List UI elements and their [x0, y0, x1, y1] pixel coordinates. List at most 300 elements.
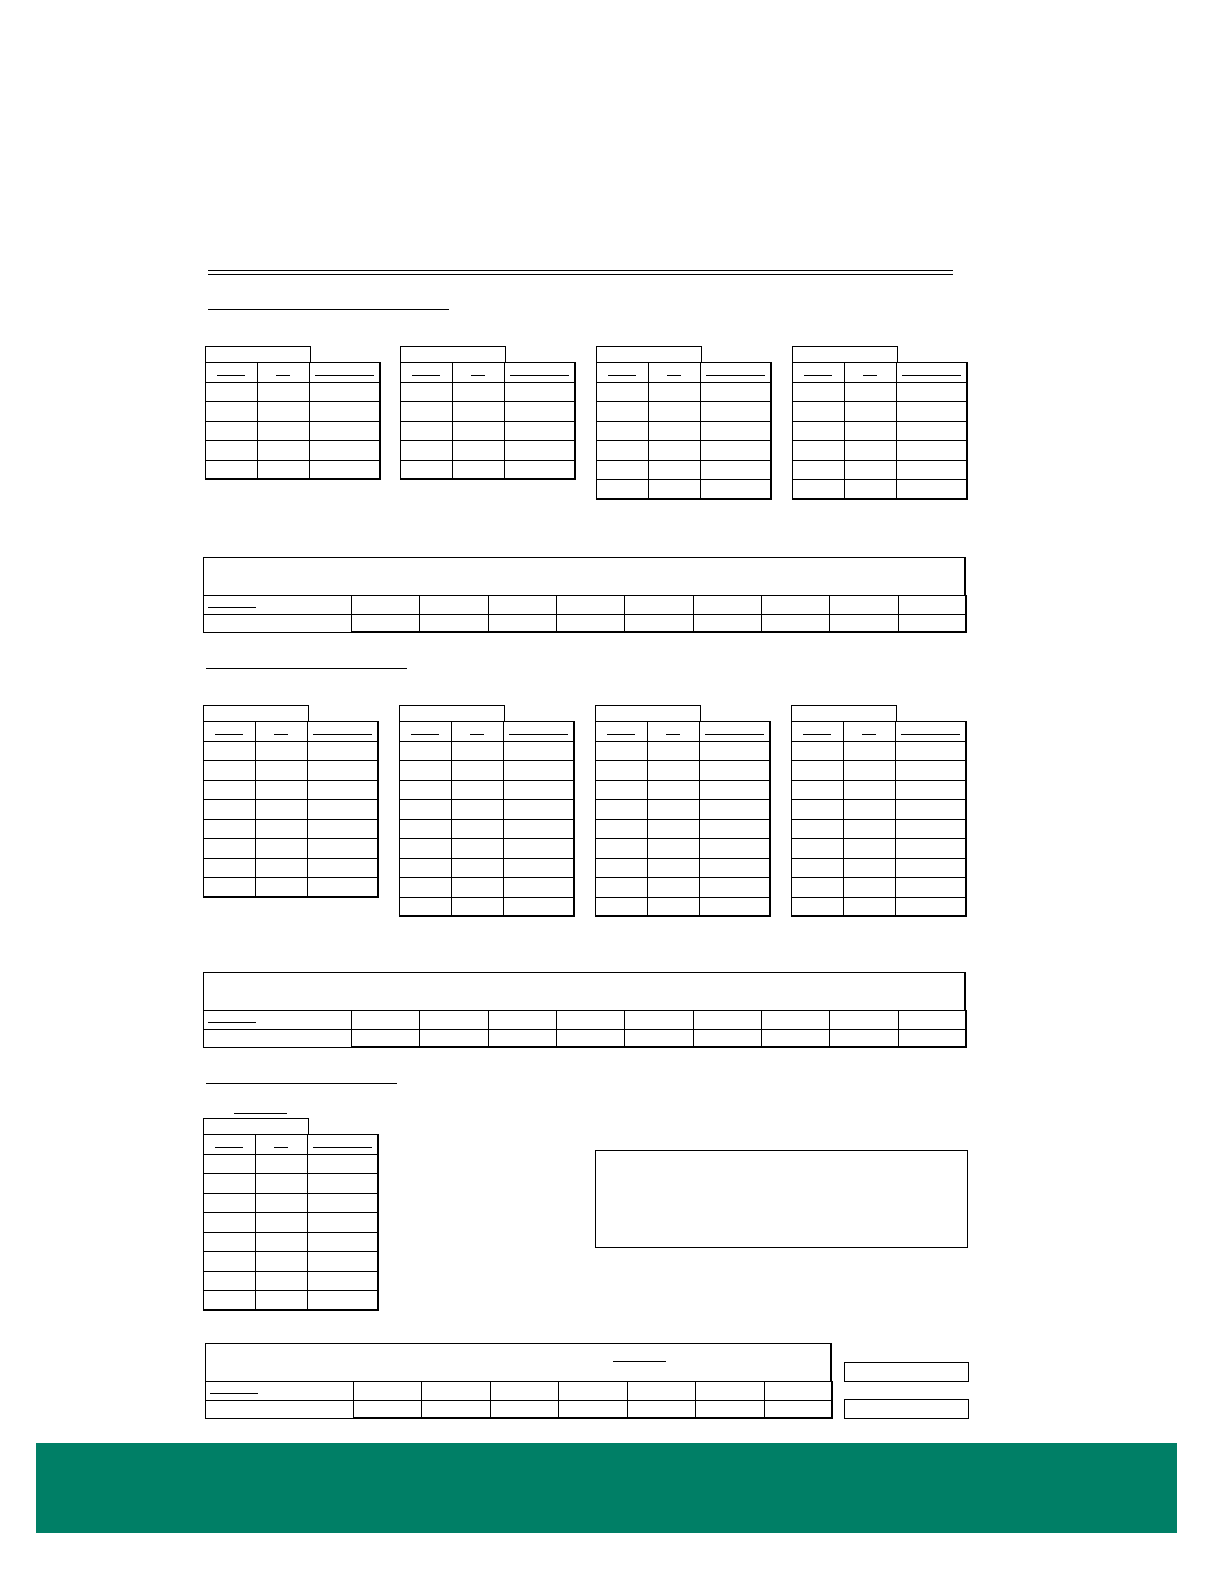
grid-2-1-cell[interactable]	[307, 799, 379, 820]
grid-2-4-header-underline	[901, 734, 960, 735]
grid-1-2-header-cell	[400, 362, 453, 383]
grid-2-4-cell[interactable]	[791, 858, 844, 879]
grid-2-2-cell[interactable]	[451, 877, 504, 898]
grid-2-4-header-underline	[803, 734, 831, 735]
grid-3-1-cell[interactable]	[255, 1154, 308, 1175]
grid-2-2-cell[interactable]	[451, 838, 504, 859]
grid-3-1-cell[interactable]	[307, 1173, 379, 1194]
summary-2-value-cell[interactable]	[419, 1029, 488, 1049]
grid-3-1-cell[interactable]	[307, 1232, 379, 1253]
grid-1-3-cell[interactable]	[648, 460, 701, 481]
summary-1-value-cell[interactable]	[624, 614, 693, 634]
grid-2-3-cell[interactable]	[647, 780, 700, 801]
grid-2-4-cell[interactable]	[843, 877, 896, 898]
grid-2-2-cell[interactable]	[503, 858, 575, 879]
summary-3-value-cell[interactable]	[490, 1400, 559, 1420]
grid-1-2-cell[interactable]	[452, 382, 505, 403]
grid-3-1-cell[interactable]	[203, 1173, 256, 1194]
grid-2-4-tab	[791, 705, 897, 722]
grid-2-2-cell[interactable]	[503, 897, 575, 918]
grid-1-3-cell[interactable]	[700, 421, 772, 442]
grid-1-3-cell[interactable]	[596, 401, 649, 422]
grid-2-3-cell[interactable]	[699, 819, 771, 840]
footer-band	[36, 1443, 1177, 1533]
grid-3-1-cell[interactable]	[203, 1232, 256, 1253]
summary-2-value-cell[interactable]	[898, 1029, 967, 1049]
summary-2-value-cell[interactable]	[351, 1029, 420, 1049]
grid-2-1-cell[interactable]	[255, 780, 308, 801]
summary-2-value-cell	[351, 1010, 420, 1030]
grid-1-2-tab	[400, 346, 506, 363]
grid-2-3-cell[interactable]	[595, 741, 648, 762]
grid-1-4-header-underline	[902, 375, 961, 376]
grid-2-2-cell[interactable]	[399, 760, 452, 781]
grid-2-2-cell[interactable]	[399, 819, 452, 840]
grid-1-3-cell[interactable]	[648, 479, 701, 500]
grid-1-3-tab	[596, 346, 702, 363]
grid-1-2-cell[interactable]	[504, 382, 576, 403]
grid-2-2-cell[interactable]	[399, 838, 452, 859]
grid-2-1-cell[interactable]	[203, 741, 256, 762]
grid-1-4-cell[interactable]	[896, 440, 968, 461]
grid-2-4-cell[interactable]	[791, 838, 844, 859]
grid-3-1-cell[interactable]	[255, 1193, 308, 1214]
grid-3-1-cell[interactable]	[255, 1212, 308, 1233]
grid-2-4-cell[interactable]	[791, 799, 844, 820]
grid-2-3-cell[interactable]	[699, 760, 771, 781]
grid-2-3-header-cell	[595, 721, 648, 742]
grid-2-3-cell[interactable]	[647, 838, 700, 859]
grid-1-4-cell[interactable]	[792, 440, 845, 461]
grid-2-1-cell[interactable]	[203, 819, 256, 840]
grid-2-3-cell[interactable]	[647, 799, 700, 820]
grid-2-1-header-cell	[307, 721, 379, 742]
grid-2-3-cell[interactable]	[647, 877, 700, 898]
grid-1-4-header-cell	[844, 362, 897, 383]
grid-2-3-cell[interactable]	[595, 877, 648, 898]
summary-1-value-cell	[693, 595, 762, 615]
summary-1-value-cell[interactable]	[693, 614, 762, 634]
grid-2-4-cell[interactable]	[895, 858, 967, 879]
grid-2-4-cell[interactable]	[895, 897, 967, 918]
grid-2-4-header-cell	[843, 721, 896, 742]
grid-1-2-cell[interactable]	[504, 421, 576, 442]
grid-2-3-cell[interactable]	[647, 858, 700, 879]
grid-1-4-cell[interactable]	[792, 460, 845, 481]
grid-2-3-cell[interactable]	[699, 897, 771, 918]
grid-2-4-cell[interactable]	[843, 819, 896, 840]
summary-1-value-cell	[419, 595, 488, 615]
grid-3-1-cell[interactable]	[203, 1251, 256, 1272]
grid-2-1-cell[interactable]	[203, 780, 256, 801]
grid-2-1-header-underline	[215, 734, 243, 735]
grid-2-4-cell[interactable]	[843, 780, 896, 801]
grid-2-4-cell[interactable]	[843, 858, 896, 879]
grid-1-3-header-cell	[596, 362, 649, 383]
grid-3-1-cell[interactable]	[307, 1154, 379, 1175]
section-3-subheading-underline	[234, 1113, 287, 1114]
grid-2-3-cell[interactable]	[647, 819, 700, 840]
grid-2-3-header-cell	[699, 721, 771, 742]
grid-2-2-cell[interactable]	[503, 741, 575, 762]
summary-3-value-cell	[421, 1381, 490, 1401]
grid-2-3-cell[interactable]	[699, 877, 771, 898]
grid-2-2-cell[interactable]	[451, 858, 504, 879]
grid-2-4-cell[interactable]	[895, 819, 967, 840]
grid-1-1-cell[interactable]	[309, 401, 381, 422]
summary-3-header	[205, 1343, 832, 1382]
grid-1-1-cell[interactable]	[205, 382, 258, 403]
grid-2-1-cell[interactable]	[307, 858, 379, 879]
grid-2-3-cell[interactable]	[595, 760, 648, 781]
grid-2-3-cell[interactable]	[595, 838, 648, 859]
grid-1-4-header-underline	[804, 375, 832, 376]
summary-1-value-cell[interactable]	[419, 614, 488, 634]
grid-1-1-cell[interactable]	[205, 440, 258, 461]
grid-1-4-cell[interactable]	[844, 382, 897, 403]
grid-1-3-cell[interactable]	[648, 382, 701, 403]
grid-1-4-header-cell	[792, 362, 845, 383]
grid-3-1-cell[interactable]	[307, 1212, 379, 1233]
grid-3-1-cell[interactable]	[203, 1154, 256, 1175]
summary-1-value-cell[interactable]	[829, 614, 898, 634]
grid-1-2-cell[interactable]	[452, 440, 505, 461]
grid-1-2-header-underline	[471, 375, 485, 376]
grid-2-1-cell[interactable]	[255, 760, 308, 781]
grid-1-1-cell[interactable]	[205, 401, 258, 422]
grid-2-3-cell[interactable]	[595, 799, 648, 820]
summary-2-label-cell[interactable]	[203, 1029, 352, 1049]
grid-2-4-cell[interactable]	[895, 799, 967, 820]
summary-1-value-cell[interactable]	[556, 614, 625, 634]
summary-1-value-cell	[556, 595, 625, 615]
summary-3-value-cell[interactable]	[421, 1400, 490, 1420]
grid-2-1-header-cell	[203, 721, 256, 742]
grid-2-2-cell[interactable]	[451, 819, 504, 840]
grid-1-4-cell[interactable]	[844, 440, 897, 461]
grid-2-2-cell[interactable]	[503, 877, 575, 898]
grid-1-3-cell[interactable]	[700, 401, 772, 422]
grid-1-4-cell[interactable]	[896, 401, 968, 422]
grid-2-4-cell[interactable]	[843, 799, 896, 820]
summary-1-label-underline	[208, 607, 256, 608]
grid-1-1-cell[interactable]	[257, 440, 310, 461]
total-box-bottom[interactable]	[844, 1399, 969, 1419]
grid-1-4-cell[interactable]	[792, 421, 845, 442]
grid-2-2-cell[interactable]	[503, 838, 575, 859]
grid-1-3-cell[interactable]	[596, 421, 649, 442]
grid-1-3-cell[interactable]	[700, 479, 772, 500]
summary-1-value-cell[interactable]	[898, 614, 967, 634]
grid-1-3-cell[interactable]	[648, 421, 701, 442]
grid-2-1-cell[interactable]	[255, 741, 308, 762]
grid-2-3-cell[interactable]	[595, 858, 648, 879]
grid-1-2-cell[interactable]	[504, 401, 576, 422]
grid-2-2-header-cell	[451, 721, 504, 742]
grid-1-2-cell[interactable]	[400, 440, 453, 461]
grid-2-1-cell[interactable]	[307, 838, 379, 859]
grid-2-2-cell[interactable]	[399, 858, 452, 879]
summary-1-value-cell[interactable]	[488, 614, 557, 634]
grid-2-3-header-underline	[705, 734, 764, 735]
grid-1-2-cell[interactable]	[504, 460, 576, 481]
notes-box[interactable]	[595, 1150, 968, 1248]
summary-3-value-cell	[558, 1381, 627, 1401]
grid-2-4-cell[interactable]	[791, 819, 844, 840]
grid-1-4-cell[interactable]	[844, 479, 897, 500]
grid-2-4-cell[interactable]	[843, 741, 896, 762]
summary-1-value-cell[interactable]	[761, 614, 830, 634]
grid-3-1-cell[interactable]	[307, 1251, 379, 1272]
grid-2-2-cell[interactable]	[503, 819, 575, 840]
grid-1-3-cell[interactable]	[648, 401, 701, 422]
grid-3-1-cell[interactable]	[255, 1173, 308, 1194]
grid-2-4-header-cell	[791, 721, 844, 742]
grid-1-2-cell[interactable]	[452, 401, 505, 422]
grid-2-2-cell[interactable]	[399, 897, 452, 918]
grid-1-2-cell[interactable]	[452, 460, 505, 481]
grid-1-2-cell[interactable]	[400, 401, 453, 422]
grid-1-4-tab	[792, 346, 898, 363]
grid-2-3-cell[interactable]	[699, 780, 771, 801]
grid-1-1-cell[interactable]	[309, 382, 381, 403]
summary-1-value-cell	[829, 595, 898, 615]
grid-3-1-cell[interactable]	[203, 1271, 256, 1292]
summary-2-value-cell[interactable]	[556, 1029, 625, 1049]
grid-1-3-cell[interactable]	[596, 479, 649, 500]
summary-2-value-cell[interactable]	[488, 1029, 557, 1049]
grid-2-3-cell[interactable]	[699, 799, 771, 820]
grid-2-3-cell[interactable]	[595, 819, 648, 840]
grid-2-4-cell[interactable]	[895, 760, 967, 781]
grid-2-1-cell[interactable]	[255, 819, 308, 840]
grid-1-1-cell[interactable]	[257, 460, 310, 481]
grid-2-2-cell[interactable]	[399, 741, 452, 762]
grid-2-3-cell[interactable]	[699, 741, 771, 762]
grid-2-2-cell[interactable]	[451, 780, 504, 801]
grid-2-2-cell[interactable]	[503, 799, 575, 820]
grid-2-2-cell[interactable]	[503, 780, 575, 801]
grid-1-3-cell[interactable]	[700, 440, 772, 461]
grid-1-2-cell[interactable]	[400, 382, 453, 403]
grid-2-3-cell[interactable]	[699, 838, 771, 859]
grid-2-3-cell[interactable]	[595, 780, 648, 801]
grid-2-2-cell[interactable]	[451, 760, 504, 781]
grid-2-4-cell[interactable]	[895, 838, 967, 859]
summary-3-value-cell	[764, 1381, 833, 1401]
grid-2-2-cell[interactable]	[399, 799, 452, 820]
grid-2-2-cell[interactable]	[399, 877, 452, 898]
grid-1-4-cell[interactable]	[792, 479, 845, 500]
grid-2-1-cell[interactable]	[307, 819, 379, 840]
grid-1-3-cell[interactable]	[596, 440, 649, 461]
summary-2-value-cell	[761, 1010, 830, 1030]
grid-3-1-cell[interactable]	[307, 1271, 379, 1292]
grid-2-4-cell[interactable]	[791, 897, 844, 918]
summary-3-label-cell[interactable]	[205, 1400, 354, 1420]
grid-1-2-cell[interactable]	[504, 440, 576, 461]
grid-1-1-header-cell	[257, 362, 310, 383]
grid-3-1-cell[interactable]	[203, 1193, 256, 1214]
summary-1-value-cell[interactable]	[351, 614, 420, 634]
grid-2-2-header-underline	[470, 734, 484, 735]
grid-1-3-header-underline	[667, 375, 681, 376]
grid-1-1-cell[interactable]	[205, 460, 258, 481]
summary-3-value-cell	[627, 1381, 696, 1401]
grid-2-4-cell[interactable]	[843, 897, 896, 918]
grid-3-1-header-cell	[255, 1134, 308, 1155]
grid-1-1-cell[interactable]	[257, 401, 310, 422]
grid-1-1-cell[interactable]	[309, 421, 381, 442]
grid-3-1-cell[interactable]	[203, 1212, 256, 1233]
grid-1-2-header-underline	[412, 375, 440, 376]
grid-2-1-cell[interactable]	[307, 780, 379, 801]
grid-2-3-cell[interactable]	[647, 760, 700, 781]
summary-1-label-cell[interactable]	[203, 614, 352, 634]
grid-1-1-header-underline	[315, 375, 374, 376]
grid-2-1-cell[interactable]	[255, 858, 308, 879]
grid-2-1-tab	[203, 705, 309, 722]
grid-2-1-cell[interactable]	[203, 760, 256, 781]
grid-1-1-tab	[205, 346, 311, 363]
summary-2-value-cell	[898, 1010, 967, 1030]
summary-3-value-cell	[353, 1381, 422, 1401]
summary-2-value-cell[interactable]	[693, 1029, 762, 1049]
summary-3-value-cell[interactable]	[695, 1400, 764, 1420]
grid-2-4-cell[interactable]	[843, 838, 896, 859]
grid-2-2-cell[interactable]	[503, 760, 575, 781]
grid-2-1-cell[interactable]	[255, 877, 308, 898]
title-rule-bottom	[208, 274, 953, 275]
grid-1-3-cell[interactable]	[700, 460, 772, 481]
grid-1-3-cell[interactable]	[700, 382, 772, 403]
summary-3-value-cell[interactable]	[764, 1400, 833, 1420]
grid-3-1-cell[interactable]	[255, 1271, 308, 1292]
grid-2-1-header-underline	[274, 734, 288, 735]
summary-3-label-cell	[205, 1381, 354, 1401]
grid-1-1-cell[interactable]	[205, 421, 258, 442]
grid-2-2-cell[interactable]	[399, 780, 452, 801]
grid-2-2-tab	[399, 705, 505, 722]
grid-1-1-header-underline	[276, 375, 290, 376]
grid-2-4-cell[interactable]	[791, 780, 844, 801]
summary-1-value-cell	[624, 595, 693, 615]
grid-3-1-cell[interactable]	[307, 1290, 379, 1311]
grid-2-4-cell[interactable]	[791, 741, 844, 762]
grid-2-3-header-underline	[607, 734, 635, 735]
grid-1-4-cell[interactable]	[896, 479, 968, 500]
summary-2-value-cell	[829, 1010, 898, 1030]
grid-2-1-cell[interactable]	[255, 838, 308, 859]
grid-2-4-cell[interactable]	[791, 877, 844, 898]
total-box-top[interactable]	[844, 1362, 969, 1382]
summary-2-value-cell	[419, 1010, 488, 1030]
grid-3-1-cell[interactable]	[255, 1232, 308, 1253]
summary-1-value-cell	[761, 595, 830, 615]
grid-2-3-cell[interactable]	[647, 741, 700, 762]
grid-1-2-header-underline	[510, 375, 569, 376]
grid-3-1-cell[interactable]	[255, 1251, 308, 1272]
grid-2-1-cell[interactable]	[307, 741, 379, 762]
grid-3-1-cell[interactable]	[307, 1193, 379, 1214]
grid-2-1-cell[interactable]	[203, 858, 256, 879]
grid-2-1-cell[interactable]	[307, 877, 379, 898]
grid-1-3-cell[interactable]	[596, 382, 649, 403]
grid-2-1-cell[interactable]	[255, 799, 308, 820]
grid-2-4-cell[interactable]	[895, 780, 967, 801]
section-2-heading-underline	[206, 668, 407, 669]
summary-2-value-cell[interactable]	[624, 1029, 693, 1049]
grid-2-3-cell[interactable]	[699, 858, 771, 879]
grid-1-1-cell[interactable]	[309, 440, 381, 461]
grid-1-3-cell[interactable]	[648, 440, 701, 461]
grid-1-1-cell[interactable]	[257, 421, 310, 442]
grid-2-2-cell[interactable]	[451, 799, 504, 820]
grid-2-2-cell[interactable]	[451, 897, 504, 918]
grid-2-1-cell[interactable]	[203, 838, 256, 859]
grid-1-4-cell[interactable]	[844, 421, 897, 442]
grid-2-2-header-cell	[399, 721, 452, 742]
summary-3-value-cell[interactable]	[558, 1400, 627, 1420]
grid-1-3-cell[interactable]	[596, 460, 649, 481]
grid-1-2-cell[interactable]	[452, 421, 505, 442]
grid-1-4-cell[interactable]	[896, 421, 968, 442]
grid-1-4-cell[interactable]	[896, 460, 968, 481]
grid-1-4-cell[interactable]	[896, 382, 968, 403]
grid-1-3-header-cell	[700, 362, 772, 383]
grid-2-3-cell[interactable]	[595, 897, 648, 918]
grid-3-1-header-cell	[307, 1134, 379, 1155]
grid-1-4-header-cell	[896, 362, 968, 383]
summary-2-value-cell[interactable]	[761, 1029, 830, 1049]
grid-2-4-cell[interactable]	[895, 741, 967, 762]
grid-2-4-cell[interactable]	[791, 760, 844, 781]
summary-2-value-cell	[693, 1010, 762, 1030]
section-1-heading-underline	[208, 309, 449, 310]
grid-1-4-cell[interactable]	[792, 401, 845, 422]
grid-1-1-cell[interactable]	[309, 460, 381, 481]
grid-2-4-cell[interactable]	[895, 877, 967, 898]
grid-2-1-cell[interactable]	[203, 799, 256, 820]
grid-2-1-header-cell	[255, 721, 308, 742]
summary-1-header	[203, 557, 966, 596]
grid-1-3-header-cell	[648, 362, 701, 383]
grid-2-2-cell[interactable]	[451, 741, 504, 762]
grid-1-2-cell[interactable]	[400, 460, 453, 481]
grid-2-1-cell[interactable]	[203, 877, 256, 898]
summary-2-value-cell	[624, 1010, 693, 1030]
grid-1-4-cell[interactable]	[844, 460, 897, 481]
grid-2-3-cell[interactable]	[647, 897, 700, 918]
grid-2-1-cell[interactable]	[307, 760, 379, 781]
grid-3-1-cell[interactable]	[255, 1290, 308, 1311]
summary-3-value-cell[interactable]	[627, 1400, 696, 1420]
grid-3-1-header-underline	[313, 1147, 372, 1148]
grid-1-4-cell[interactable]	[844, 401, 897, 422]
grid-1-1-header-cell	[205, 362, 258, 383]
grid-2-4-cell[interactable]	[843, 760, 896, 781]
summary-3-value-cell	[490, 1381, 559, 1401]
grid-3-1-header-cell	[203, 1134, 256, 1155]
grid-1-2-cell[interactable]	[400, 421, 453, 442]
summary-1-value-cell	[898, 595, 967, 615]
grid-1-4-cell[interactable]	[792, 382, 845, 403]
grid-3-1-cell[interactable]	[203, 1290, 256, 1311]
grid-3-1-header-underline	[274, 1147, 288, 1148]
grid-1-1-cell[interactable]	[257, 382, 310, 403]
summary-2-value-cell[interactable]	[829, 1029, 898, 1049]
summary-3-value-cell[interactable]	[353, 1400, 422, 1420]
